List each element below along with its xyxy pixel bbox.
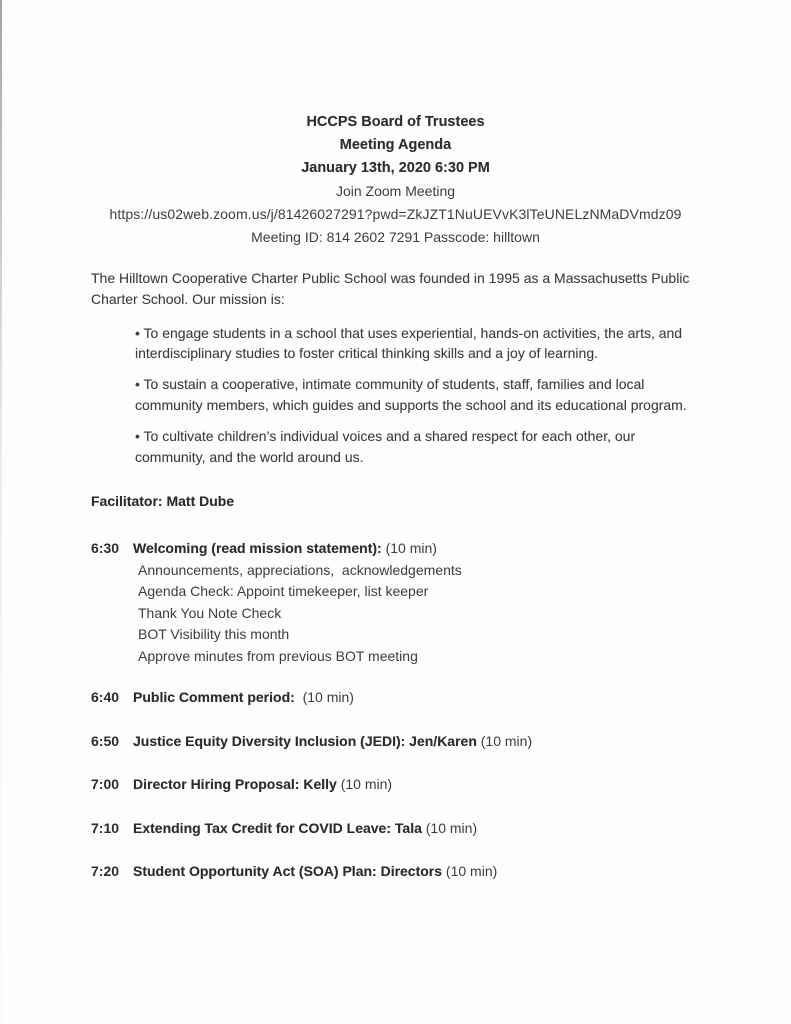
agenda-subitem: Approve minutes from previous BOT meeting (138, 647, 418, 664)
agenda-item-public-comment (91, 687, 791, 709)
agenda-subitem: Agenda Check: Appoint timekeeper, list keeper (138, 583, 429, 600)
meeting-datetime: January 13th, 2020 6:30 PM (301, 160, 490, 176)
agenda-item-director-hiring (91, 774, 791, 796)
mission-bullet: • To sustain a cooperative, intimate community of students, staff, families and local community members, which guides and supports the school and its educational program. (135, 376, 687, 413)
document-header (0, 0, 791, 249)
agenda-duration: (10 min) (476, 732, 533, 749)
spacer (0, 796, 791, 818)
agenda-duration: (10 min) (294, 689, 354, 706)
agenda-title (133, 538, 437, 560)
agenda-time: 6:40 (91, 689, 120, 706)
spacer (0, 839, 791, 861)
agenda-time: 7:20 (91, 863, 120, 880)
agenda-time: 6:30 (91, 540, 120, 557)
meeting-id-passcode: Meeting ID: 814 2602 7291 Passcode: hilltown (251, 229, 540, 245)
agenda-title (133, 774, 392, 796)
agenda-title (133, 861, 497, 883)
document-title: HCCPS Board of Trustees (306, 114, 485, 130)
zoom-meeting-url: https://us02web.zoom.us/j/81426027291?pwd=ZkJZT1NuUEVvK3lTeUNELzNMaDVmdz09 (109, 206, 682, 222)
agenda-title-bold: Justice Equity Diversity Inclusion (JEDI): Jen/Karen (133, 732, 477, 749)
mission-bullet-list (135, 323, 701, 468)
agenda-time: 7:00 (91, 776, 120, 793)
agenda-title-bold: Extending Tax Credit for COVID Leave: Tala (133, 819, 422, 836)
spacer (0, 752, 791, 774)
agenda-duration: (10 min) (421, 819, 478, 836)
agenda-time: 7:10 (91, 819, 120, 836)
agenda-subitem: BOT Visibility this month (138, 626, 290, 643)
agenda-duration: (10 min) (336, 776, 393, 793)
agenda-title (133, 731, 532, 753)
agenda-subitem: Thank You Note Check (138, 604, 282, 621)
agenda-item-welcoming (91, 538, 791, 560)
mission-bullet: • To engage students in a school that uses experiential, hands-on activities, the arts, and interdisciplinary studies to foster critical thinking skills and a joy of learning. (135, 324, 683, 362)
spacer (0, 667, 791, 687)
facilitator-line: Facilitator: Matt Dube (91, 493, 235, 510)
agenda-title-bold: Public Comment period: (133, 689, 295, 706)
agenda-title (133, 818, 477, 840)
agenda-title-bold: Director Hiring Proposal: Kelly (133, 776, 337, 793)
agenda-duration: (10 min) (381, 540, 437, 557)
intro-paragraph: The Hilltown Cooperative Charter Public School was founded in 1995 as a Massachusetts Public Charter School. Our mission is: (91, 270, 690, 307)
agenda-title (133, 687, 354, 709)
spacer (0, 709, 791, 731)
agenda-item-tax-credit (91, 818, 791, 840)
agenda-item-soa-plan (91, 861, 791, 883)
join-zoom-label: Join Zoom Meeting (335, 183, 456, 199)
agenda-subitem: Announcements, appreciations, acknowledgements (138, 561, 462, 578)
mission-bullet: • To cultivate children’s individual voices and a shared respect for each other, our community, and the world around us. (135, 427, 636, 465)
agenda-item-jedi (91, 731, 791, 753)
agenda-title-bold: Student Opportunity Act (SOA) Plan: Directors (133, 863, 443, 880)
document-subtitle: Meeting Agenda (339, 137, 452, 153)
agenda-list (0, 538, 791, 883)
agenda-duration: (10 min) (442, 863, 498, 880)
agenda-title-bold: Welcoming (read mission statement): (133, 540, 382, 557)
agenda-time: 6:50 (91, 732, 120, 749)
